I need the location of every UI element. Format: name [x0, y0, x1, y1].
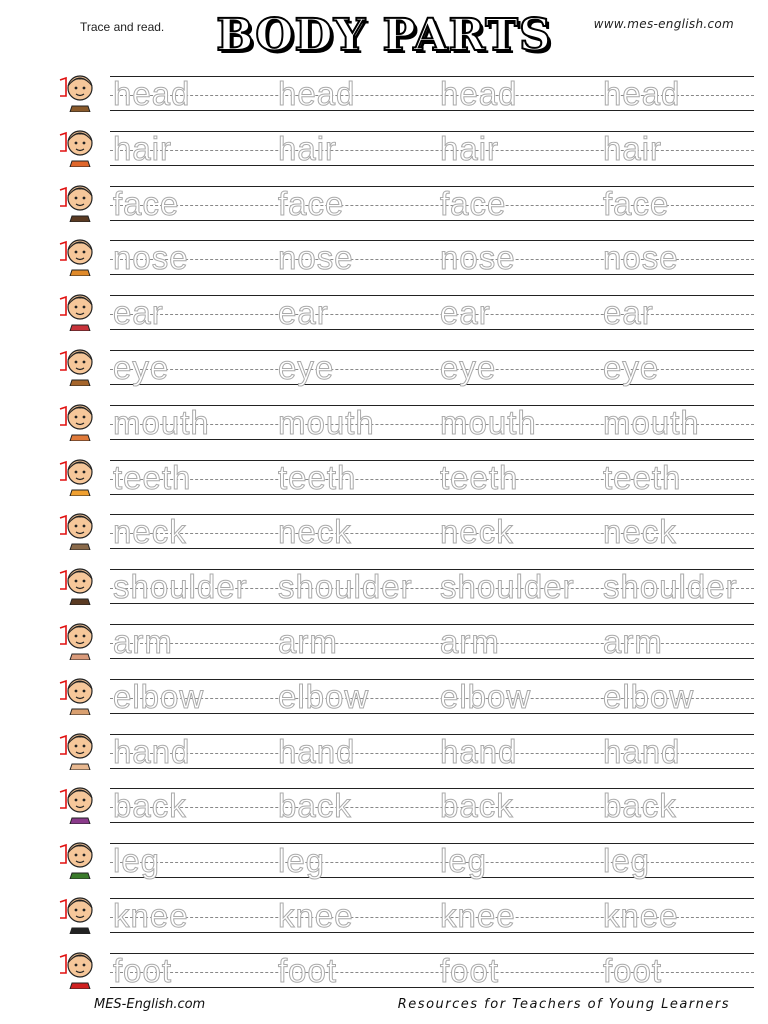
trace-word: hand: [603, 732, 681, 770]
trace-word: head: [278, 75, 356, 112]
tracing-row: [0, 285, 768, 340]
footer-tagline: Resources for Teachers of Young Learners: [397, 997, 730, 1012]
trace-word: shoulder: [603, 568, 738, 606]
writing-topline: [110, 843, 754, 844]
girl-head-icon: [56, 66, 100, 112]
trace-word: elbow: [113, 677, 205, 715]
instruction-text: Trace and read.: [80, 20, 165, 34]
writing-midline: [110, 862, 754, 863]
trace-word: mouth: [603, 403, 700, 441]
trace-word: foot: [113, 951, 173, 989]
tracing-row: [0, 395, 768, 450]
elbow-icon: [56, 669, 100, 715]
trace-word: foot: [440, 951, 500, 989]
trace-word: face: [278, 184, 345, 222]
trace-word: eye: [603, 349, 660, 386]
trace-word: back: [278, 787, 352, 825]
tracing-row: [0, 176, 768, 231]
tracing-row: [0, 121, 768, 176]
trace-word: hand: [440, 732, 518, 770]
trace-word: ear: [113, 294, 164, 332]
boy-nose-icon: [56, 230, 100, 276]
foot-icon: [56, 943, 100, 989]
trace-word: teeth: [113, 458, 192, 496]
trace-word: mouth: [113, 403, 210, 441]
trace-word: arm: [278, 623, 338, 660]
girl-eye-icon: [56, 340, 100, 386]
tracing-row: [0, 340, 768, 395]
girl-back-icon: [56, 778, 100, 824]
trace-word: neck: [113, 513, 187, 551]
trace-word: knee: [603, 897, 679, 934]
girl-hair-icon: [56, 121, 100, 167]
trace-word: nose: [603, 239, 679, 277]
title-text: BODY PARTS: [216, 10, 552, 61]
trace-word: head: [113, 75, 191, 112]
trace-word: hair: [113, 129, 173, 167]
trace-word: eye: [113, 349, 170, 386]
trace-word: ear: [278, 294, 329, 332]
trace-word: teeth: [603, 458, 682, 496]
leg-icon: [56, 833, 100, 879]
trace-word: leg: [440, 842, 488, 880]
trace-word: arm: [440, 623, 500, 660]
trace-word: leg: [278, 842, 326, 880]
trace-word: knee: [113, 897, 189, 934]
tracing-row: [0, 450, 768, 505]
trace-word: shoulder: [278, 568, 413, 606]
trace-word: leg: [113, 842, 161, 880]
tracing-row: [0, 724, 768, 779]
trace-word: ear: [440, 294, 491, 332]
trace-word: eye: [278, 349, 335, 386]
tracing-row: [0, 559, 768, 614]
trace-word: foot: [278, 951, 338, 989]
tracing-row: [0, 943, 768, 998]
tracing-row: [0, 66, 768, 121]
trace-word: mouth: [278, 403, 375, 441]
footer-site: MES-English.com: [94, 997, 206, 1012]
trace-word: nose: [278, 239, 354, 277]
trace-word: hand: [278, 732, 356, 770]
trace-word: face: [440, 184, 507, 222]
tracing-row: [0, 669, 768, 724]
trace-word: back: [603, 787, 677, 825]
child-ear-icon: [56, 285, 100, 331]
trace-word: neck: [603, 513, 677, 551]
trace-word: knee: [278, 897, 354, 934]
trace-word: nose: [440, 239, 516, 277]
boy-teeth-icon: [56, 450, 100, 496]
girl-mouth-icon: [56, 395, 100, 441]
arm-icon: [56, 614, 100, 660]
trace-word: ear: [603, 294, 654, 332]
trace-word: knee: [440, 897, 516, 934]
writing-topline: [110, 295, 754, 296]
trace-word: elbow: [603, 677, 695, 715]
trace-word: hair: [278, 129, 338, 167]
trace-word: elbow: [278, 677, 370, 715]
trace-word: face: [603, 184, 670, 222]
trace-word: eye: [440, 349, 497, 386]
boy-neck-icon: [56, 504, 100, 550]
writing-midline: [110, 314, 754, 315]
tracing-row: [0, 833, 768, 888]
trace-word: shoulder: [440, 568, 575, 606]
trace-word: arm: [603, 623, 663, 660]
trace-word: mouth: [440, 403, 537, 441]
trace-word: hair: [440, 129, 500, 167]
boy-shoulder-icon: [56, 559, 100, 605]
trace-word: leg: [603, 842, 651, 880]
trace-word: foot: [603, 951, 663, 989]
trace-word: hand: [113, 732, 191, 770]
trace-word: arm: [113, 623, 173, 660]
trace-word: back: [113, 787, 187, 825]
trace-word: neck: [278, 513, 352, 551]
trace-word: face: [113, 184, 180, 222]
trace-word: back: [440, 787, 514, 825]
trace-word: head: [603, 75, 681, 112]
boy-face-icon: [56, 176, 100, 222]
writing-baseline: [110, 329, 754, 330]
website-link: www.mes-english.com: [593, 17, 734, 31]
tracing-row: [0, 888, 768, 943]
trace-word: shoulder: [113, 568, 248, 606]
tracing-row: [0, 230, 768, 285]
tracing-row: [0, 504, 768, 559]
trace-word: neck: [440, 513, 514, 551]
hand-icon: [56, 724, 100, 770]
trace-word: hair: [603, 129, 663, 167]
trace-word: nose: [113, 239, 189, 277]
trace-word: teeth: [440, 458, 519, 496]
tracing-row: [0, 778, 768, 833]
tracing-row: [0, 614, 768, 669]
knee-icon: [56, 888, 100, 934]
trace-word: head: [440, 75, 518, 112]
trace-word: teeth: [278, 458, 357, 496]
writing-baseline: [110, 877, 754, 878]
trace-word: elbow: [440, 677, 532, 715]
